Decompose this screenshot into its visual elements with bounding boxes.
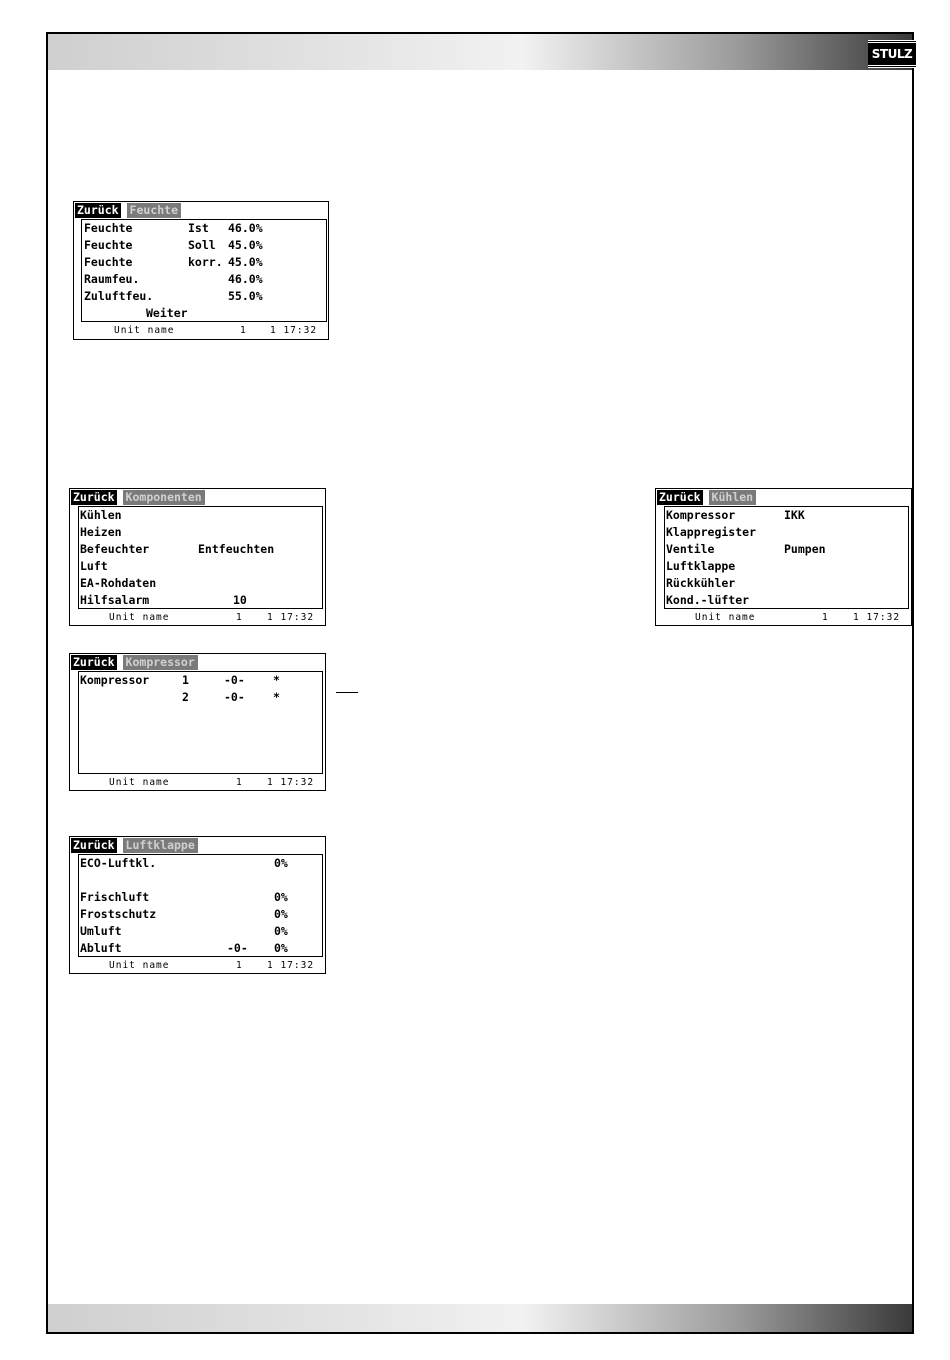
list-item-value: 45.0%: [228, 238, 263, 252]
screen-content: [78, 506, 323, 609]
list-item[interactable]: Zuluftfeu.: [84, 289, 154, 303]
list-item[interactable]: Raumfeu.: [84, 272, 140, 286]
list-item-value: 0%: [274, 890, 288, 904]
back-button[interactable]: Zurück: [73, 490, 115, 504]
list-item-value: 0%: [274, 856, 288, 870]
menu-item[interactable]: Kond.-lüfter: [666, 593, 750, 607]
callout-line: [336, 692, 358, 693]
menu-item[interactable]: Hilfsalarm: [80, 593, 150, 607]
footer-unit-number: 1: [240, 325, 247, 336]
menu-item[interactable]: Kühlen: [80, 508, 122, 522]
footer-time: 1 17:32: [267, 612, 315, 623]
screen-titlebar: [71, 655, 198, 670]
screen-komponenten: [69, 488, 326, 626]
back-button[interactable]: Zurück: [73, 838, 115, 852]
menu-item[interactable]: Entfeuchten: [198, 542, 275, 556]
menu-item[interactable]: Rückkühler: [666, 576, 736, 590]
menu-item[interactable]: Heizen: [80, 525, 122, 539]
list-item: Umluft: [80, 924, 122, 938]
list-item-value: 46.0%: [228, 272, 263, 286]
screen-titlebar: [71, 490, 205, 505]
back-button[interactable]: Zurück: [77, 203, 119, 217]
compressor-flag: *: [273, 673, 280, 687]
footer-band: [48, 1304, 912, 1332]
screen-content: [78, 854, 323, 957]
list-item-qualifier: korr.: [188, 255, 223, 269]
list-item-qualifier: Ist: [188, 221, 209, 235]
compressor-number: 2: [182, 690, 189, 704]
screen-title: Kühlen: [709, 490, 757, 505]
menu-item[interactable]: Ventile: [666, 542, 715, 556]
screen-titlebar: [657, 490, 756, 505]
compressor-status: -0-: [224, 673, 245, 687]
footer-unit-number: 1: [236, 960, 243, 971]
screen-titlebar: [75, 203, 181, 218]
list-item-value: 0%: [274, 907, 288, 921]
footer-unit-name: Unit name: [109, 960, 170, 971]
stulz-logo: STULZ: [868, 40, 916, 68]
screen-titlebar: [71, 838, 198, 853]
list-item-value: 55.0%: [228, 289, 263, 303]
list-item: ECO-Luftkl.: [80, 856, 157, 870]
screen-title: Komponenten: [123, 490, 205, 505]
compressor-label: Kompressor: [80, 673, 150, 687]
list-item: Abluft: [80, 941, 122, 955]
footer-unit-number: 1: [822, 612, 829, 623]
menu-item[interactable]: Luftklappe: [666, 559, 736, 573]
list-item-status: -0-: [227, 941, 248, 955]
list-item-qualifier: Soll: [188, 238, 216, 252]
screen-content: [81, 219, 327, 322]
list-item[interactable]: Feuchte: [84, 238, 133, 252]
compressor-number: 1: [182, 673, 189, 687]
menu-item[interactable]: Luft: [80, 559, 108, 573]
screen-content: [78, 671, 323, 774]
screen-kuehlen: [655, 488, 912, 626]
back-button[interactable]: Zurück: [659, 490, 701, 504]
list-item: Frostschutz: [80, 907, 157, 921]
footer-time: 1 17:32: [267, 777, 315, 788]
back-button[interactable]: Zurück: [73, 655, 115, 669]
list-item[interactable]: Feuchte: [84, 221, 133, 235]
footer-time: 1 17:32: [853, 612, 901, 623]
alarm-count: 10: [233, 593, 247, 607]
menu-item[interactable]: Kompressor: [666, 508, 736, 522]
menu-item[interactable]: IKK: [784, 508, 805, 522]
screen-title: Luftklappe: [123, 838, 198, 853]
footer-unit-name: Unit name: [114, 325, 175, 336]
compressor-status: -0-: [224, 690, 245, 704]
screen-kompressor: [69, 653, 326, 791]
footer-time: 1 17:32: [267, 960, 315, 971]
list-item: Frischluft: [80, 890, 150, 904]
footer-unit-name: Unit name: [109, 612, 170, 623]
screen-title: Kompressor: [123, 655, 198, 670]
footer-time: 1 17:32: [270, 325, 318, 336]
footer-unit-number: 1: [236, 777, 243, 788]
list-item-value: 0%: [274, 924, 288, 938]
list-item-value: 45.0%: [228, 255, 263, 269]
screen-feuchte: [73, 201, 329, 340]
menu-item[interactable]: Pumpen: [784, 542, 826, 556]
weiter-link[interactable]: Weiter: [146, 306, 188, 320]
footer-unit-name: Unit name: [109, 777, 170, 788]
screen-luftklappe: [69, 836, 326, 974]
screen-content: [664, 506, 909, 609]
menu-item[interactable]: Befeuchter: [80, 542, 150, 556]
header-band: [48, 34, 912, 70]
list-item-value: 0%: [274, 941, 288, 955]
footer-unit-name: Unit name: [695, 612, 756, 623]
list-item-value: 46.0%: [228, 221, 263, 235]
footer-unit-number: 1: [236, 612, 243, 623]
menu-item[interactable]: EA-Rohdaten: [80, 576, 157, 590]
screen-title: Feuchte: [127, 203, 181, 218]
menu-item[interactable]: Klappregister: [666, 525, 757, 539]
compressor-flag: *: [273, 690, 280, 704]
list-item[interactable]: Feuchte: [84, 255, 133, 269]
